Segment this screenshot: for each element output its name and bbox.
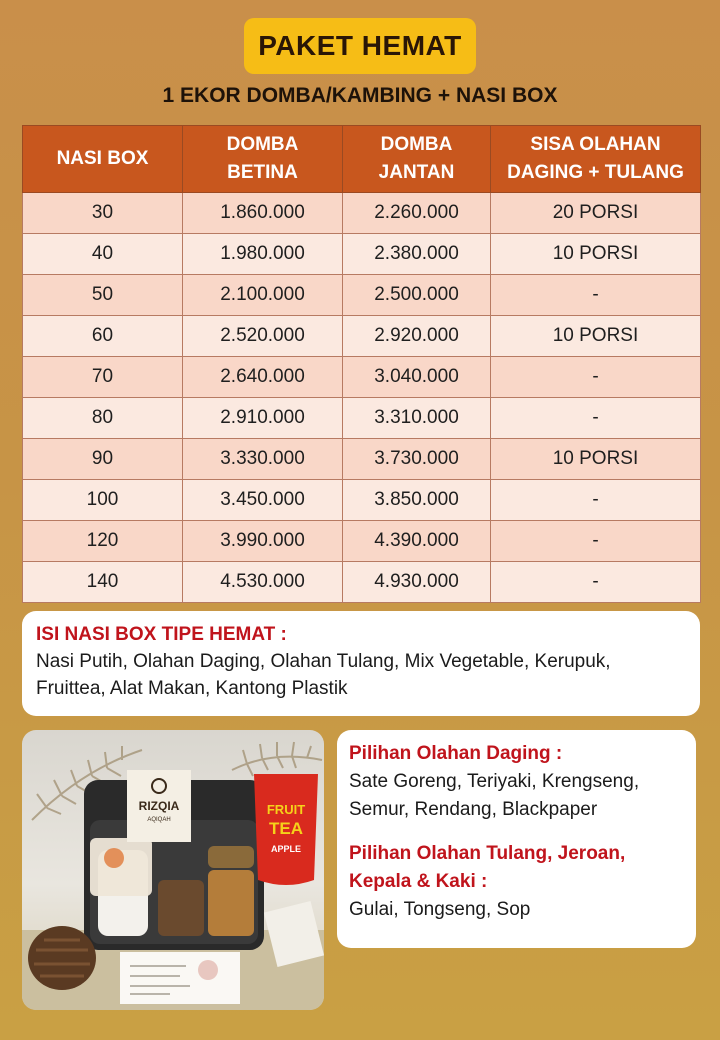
- cell-domba-betina: 3.990.000: [183, 521, 343, 562]
- pilihan-daging-line: Sate Goreng, Teriyaki, Krengseng,: [349, 771, 640, 792]
- cell-domba-jantan: 2.260.000: [343, 193, 491, 234]
- cell-sisa-olahan: 10 PORSI: [491, 439, 701, 480]
- table-header-row: [23, 126, 701, 193]
- table-row: [23, 439, 701, 480]
- header-text: JANTAN: [378, 162, 455, 183]
- cell-sisa-olahan: 10 PORSI: [491, 234, 701, 275]
- product-photo: [22, 730, 324, 1010]
- drink-label: FRUIT: [266, 802, 306, 817]
- cell-domba-jantan: 2.500.000: [343, 275, 491, 316]
- header-sisa-olahan: [491, 126, 701, 193]
- greeting-card: [120, 952, 240, 1004]
- price-table: [22, 125, 701, 603]
- table-row: [23, 398, 701, 439]
- table-row: [23, 357, 701, 398]
- cell-domba-jantan: 4.930.000: [343, 562, 491, 603]
- cell-nasi-box: 60: [23, 316, 183, 357]
- table-row: [23, 562, 701, 603]
- cell-domba-betina: 2.520.000: [183, 316, 343, 357]
- curry-dish: [208, 870, 254, 936]
- isi-title: ISI NASI BOX TIPE HEMAT :: [36, 624, 287, 645]
- cell-nasi-box: 50: [23, 275, 183, 316]
- table-row: [23, 275, 701, 316]
- isi-line: Fruittea, Alat Makan, Kantong Plastik: [36, 678, 348, 699]
- pilihan-daging-line: Semur, Rendang, Blackpaper: [349, 799, 598, 820]
- cell-sisa-olahan: -: [491, 398, 701, 439]
- page-subtitle: 1 EKOR DOMBA/KAMBING + NASI BOX: [162, 84, 558, 107]
- isi-line: Nasi Putih, Olahan Daging, Olahan Tulang, Mix Vegetable, Kerupuk,: [36, 651, 611, 672]
- cell-domba-betina: 3.450.000: [183, 480, 343, 521]
- header-domba-jantan: [343, 126, 491, 193]
- cracker-bag: [90, 838, 152, 896]
- meat-dish: [158, 880, 204, 936]
- cell-domba-betina: 2.910.000: [183, 398, 343, 439]
- isi-nasi-box-panel: [22, 611, 700, 716]
- cell-domba-jantan: 2.920.000: [343, 316, 491, 357]
- header-text: DAGING + TULANG: [507, 162, 684, 183]
- cell-nasi-box: 90: [23, 439, 183, 480]
- cell-domba-betina: 2.640.000: [183, 357, 343, 398]
- table-row: [23, 316, 701, 357]
- pilihan-tulang-line: Gulai, Tongseng, Sop: [349, 899, 531, 920]
- cell-domba-betina: 4.530.000: [183, 562, 343, 603]
- cell-nasi-box: 80: [23, 398, 183, 439]
- cell-domba-jantan: 3.040.000: [343, 357, 491, 398]
- cell-domba-jantan: 3.730.000: [343, 439, 491, 480]
- title-badge: [244, 18, 476, 74]
- page-title: PAKET HEMAT: [258, 30, 462, 61]
- header-text: DOMBA: [226, 134, 299, 155]
- cell-sisa-olahan: -: [491, 357, 701, 398]
- pilihan-tulang-title: Kepala & Kaki :: [349, 871, 488, 892]
- header-domba-betina: [183, 126, 343, 193]
- brand-logo-subtext: AQIQAH: [147, 817, 171, 823]
- cell-sisa-olahan: 20 PORSI: [491, 193, 701, 234]
- drink-label: APPLE: [270, 844, 302, 854]
- cell-domba-jantan: 2.380.000: [343, 234, 491, 275]
- cell-nasi-box: 120: [23, 521, 183, 562]
- pilihan-olahan-panel: [337, 730, 696, 948]
- pilihan-tulang-title: Pilihan Olahan Tulang, Jeroan,: [349, 843, 626, 864]
- header-text: SISA OLAHAN: [530, 134, 661, 155]
- cell-domba-betina: 1.860.000: [183, 193, 343, 234]
- header-text: NASI BOX: [56, 148, 149, 169]
- cell-sisa-olahan: 10 PORSI: [491, 316, 701, 357]
- header-text: BETINA: [227, 162, 298, 183]
- pine-cone-decoration: [28, 926, 96, 990]
- drink-label: TEA: [269, 819, 303, 838]
- cell-domba-betina: 3.330.000: [183, 439, 343, 480]
- table-row: [23, 480, 701, 521]
- cell-nasi-box: 70: [23, 357, 183, 398]
- cell-sisa-olahan: -: [491, 480, 701, 521]
- cell-nasi-box: 30: [23, 193, 183, 234]
- cell-sisa-olahan: -: [491, 275, 701, 316]
- header-nasi-box: [23, 126, 183, 193]
- cell-domba-betina: 2.100.000: [183, 275, 343, 316]
- cell-domba-jantan: 3.850.000: [343, 480, 491, 521]
- cell-domba-betina: 1.980.000: [183, 234, 343, 275]
- brand-logo-text: RIZQIA: [138, 799, 180, 813]
- pilihan-daging-title: Pilihan Olahan Daging :: [349, 743, 563, 764]
- cell-nasi-box: 40: [23, 234, 183, 275]
- table-row: [23, 193, 701, 234]
- table-row: [23, 521, 701, 562]
- cell-nasi-box: 140: [23, 562, 183, 603]
- cell-nasi-box: 100: [23, 480, 183, 521]
- cell-domba-jantan: 3.310.000: [343, 398, 491, 439]
- header-text: DOMBA: [380, 134, 453, 155]
- cell-sisa-olahan: -: [491, 562, 701, 603]
- cell-domba-jantan: 4.390.000: [343, 521, 491, 562]
- cell-sisa-olahan: -: [491, 521, 701, 562]
- table-row: [23, 234, 701, 275]
